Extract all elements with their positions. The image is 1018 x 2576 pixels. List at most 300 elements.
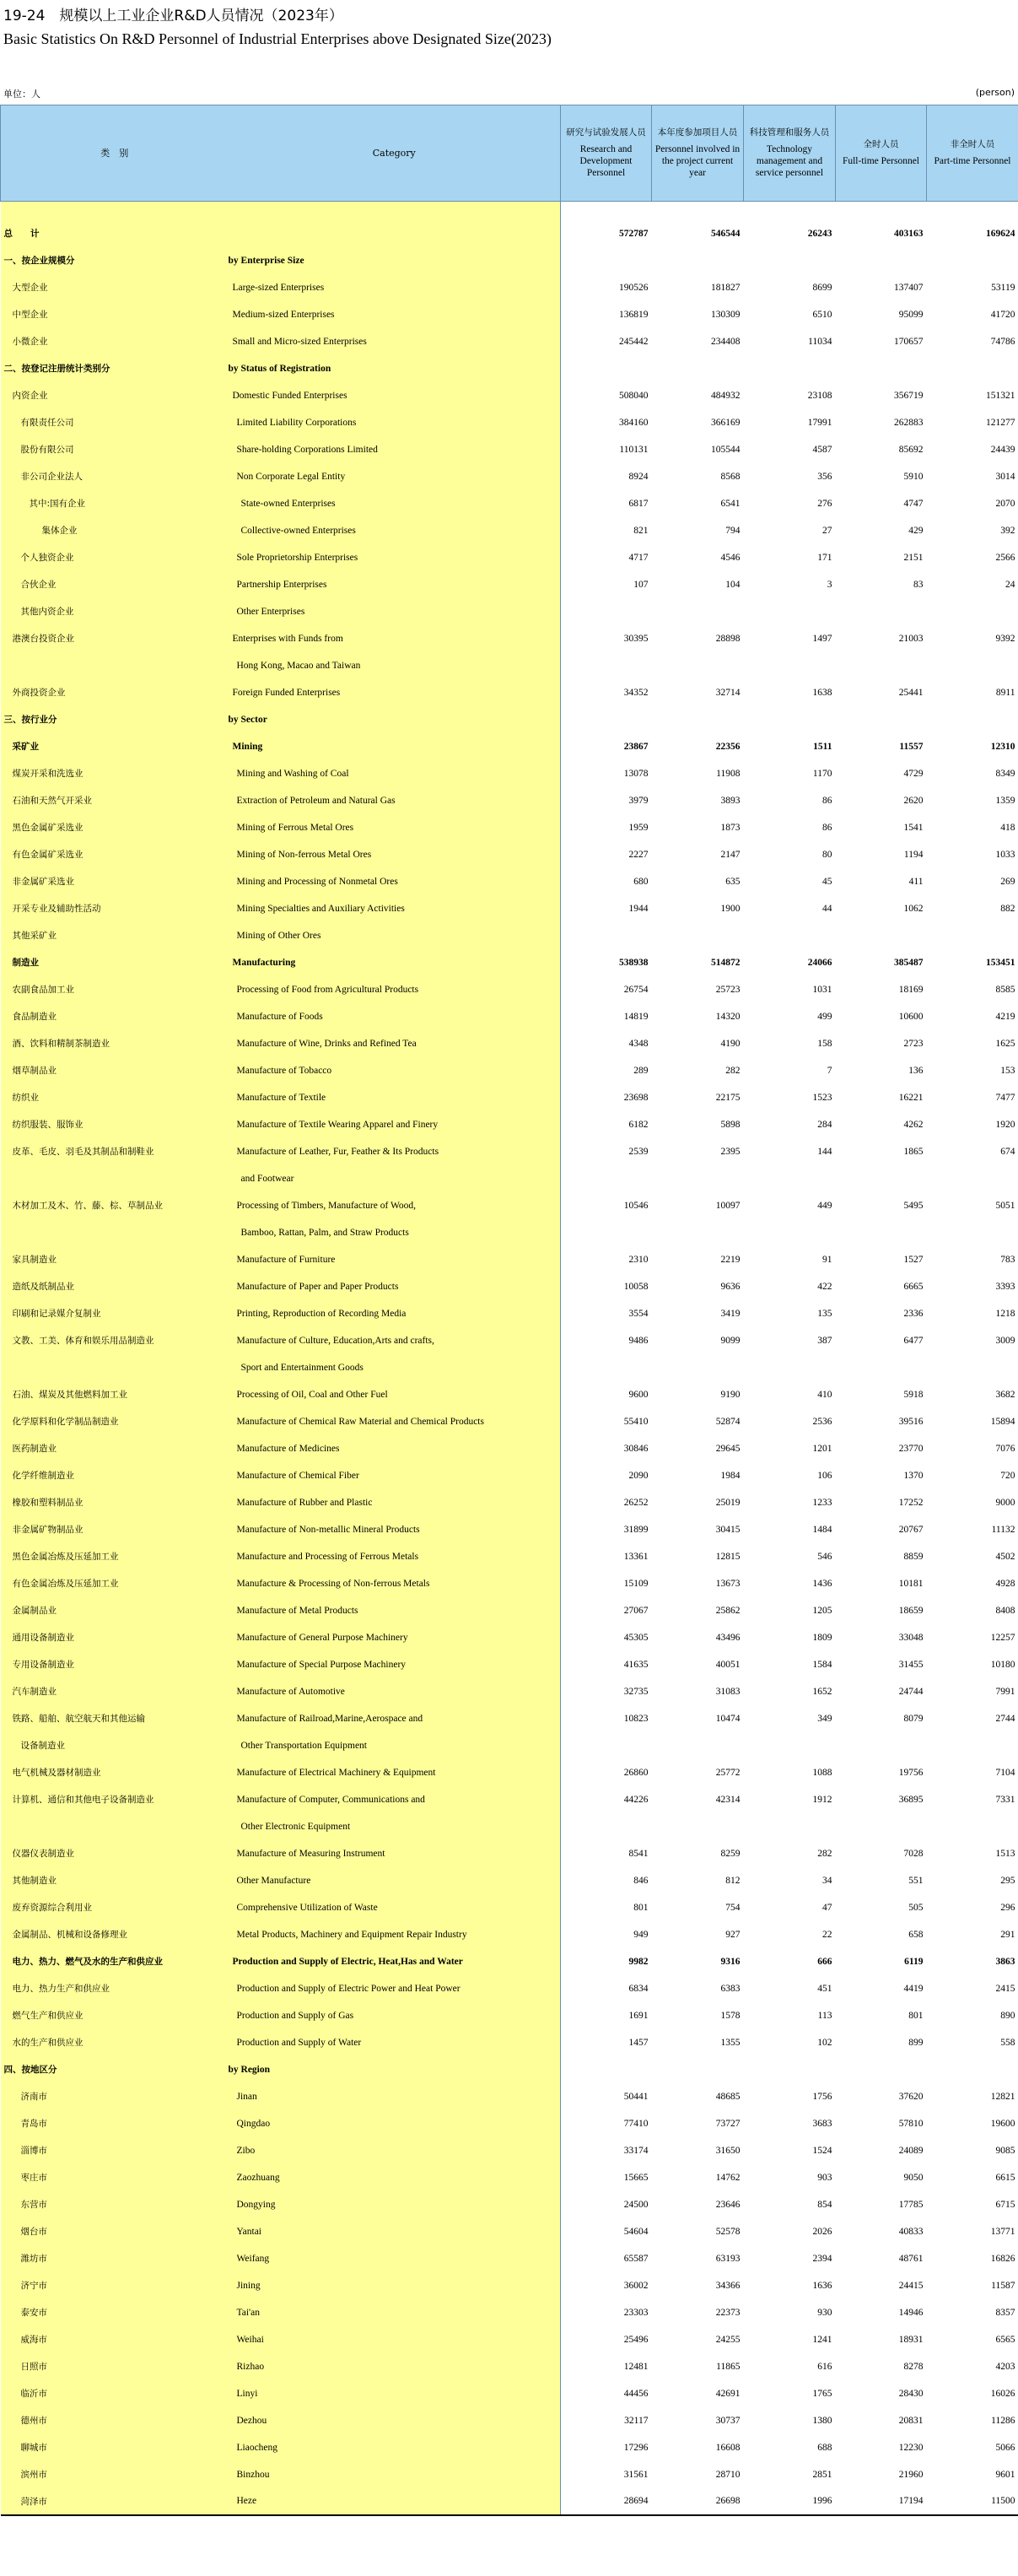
management-personnel-value bbox=[744, 1354, 836, 1381]
full-time-value bbox=[836, 1732, 927, 1759]
management-personnel-value: 1511 bbox=[813, 741, 832, 752]
table-row bbox=[1, 1354, 1018, 1381]
header-category-zh-text: 类 别 bbox=[100, 148, 129, 159]
row-label-english: Mining Specialties and Auxiliary Activities bbox=[229, 895, 561, 922]
management-personnel-value: 2026 bbox=[812, 2226, 832, 2237]
row-label-chinese: 石油、煤炭及其他燃料加工业 bbox=[1, 1381, 229, 1408]
row-label-english: Manufacture of General Purpose Machinery bbox=[229, 1624, 561, 1651]
table-row bbox=[1, 1462, 1018, 1489]
row-label-chinese: 个人独资企业 bbox=[1, 544, 229, 571]
project-personnel-value: 48685 bbox=[715, 2091, 741, 2102]
management-personnel-value: 102 bbox=[817, 2037, 832, 2048]
row-label-chinese: 黑色金属冶炼及压延加工业 bbox=[1, 1543, 229, 1570]
table-row bbox=[1, 652, 1018, 679]
row-label-english: Manufacture & Processing of Non-ferrous Metals bbox=[229, 1570, 561, 1597]
row-label-english: Zaozhuang bbox=[229, 2164, 561, 2191]
row-label-chinese: 内资企业 bbox=[1, 382, 229, 409]
part-time-value: 6615 bbox=[995, 2172, 1015, 2183]
project-personnel-value: 130309 bbox=[711, 309, 741, 320]
project-personnel-value: 26698 bbox=[652, 2488, 744, 2515]
management-personnel-value: 282 bbox=[817, 1848, 832, 1859]
project-personnel-value: 4546 bbox=[720, 552, 741, 563]
project-personnel-value: 25723 bbox=[715, 984, 741, 995]
rd-personnel-value: 1691 bbox=[628, 2010, 649, 2021]
rd-personnel-value: 10823 bbox=[623, 1713, 649, 1724]
management-personnel-value bbox=[744, 355, 836, 382]
row-label-chinese: 铁路、船舶、航空航天和其他运输 bbox=[1, 1705, 229, 1732]
part-time-value: 392 bbox=[1000, 525, 1015, 536]
row-label-english: Manufacture of Wine, Drinks and Refined Tea bbox=[229, 1030, 561, 1057]
part-time-value: 6565 bbox=[995, 2334, 1015, 2345]
row-label-english: Binzhou bbox=[229, 2461, 561, 2488]
project-personnel-value bbox=[652, 706, 744, 733]
management-personnel-value: 1088 bbox=[812, 1767, 832, 1778]
project-personnel-value: 11908 bbox=[716, 768, 741, 779]
rd-personnel-value: 6834 bbox=[628, 1983, 649, 1994]
project-personnel-value: 22373 bbox=[715, 2307, 741, 2318]
project-personnel-value bbox=[652, 1219, 744, 1246]
row-label-chinese: 一、按企业规模分 bbox=[1, 247, 229, 274]
row-label-chinese bbox=[1, 652, 229, 679]
rd-personnel-value: 30846 bbox=[623, 1443, 649, 1454]
full-time-value: 48761 bbox=[898, 2253, 924, 2264]
part-time-value: 2744 bbox=[995, 1713, 1015, 1724]
row-label-english: Printing, Reproduction of Recording Media bbox=[229, 1300, 561, 1327]
rd-personnel-value bbox=[561, 355, 652, 382]
full-time-value: 20767 bbox=[898, 1524, 924, 1535]
row-label-english: Manufacture of Non-metallic Mineral Products bbox=[229, 1516, 561, 1543]
row-label-english: Enterprises with Funds from bbox=[229, 625, 561, 652]
row-label-chinese: 金属制品、机械和设备修理业 bbox=[1, 1921, 229, 1948]
row-label-chinese: 淄博市 bbox=[1, 2137, 229, 2164]
project-personnel-value bbox=[652, 652, 744, 679]
project-personnel-value: 794 bbox=[725, 525, 741, 536]
part-time-value: 6715 bbox=[995, 2199, 1015, 2210]
management-personnel-value: 24066 bbox=[807, 957, 832, 968]
table-row bbox=[1, 220, 1018, 247]
table-row bbox=[1, 1732, 1018, 1759]
row-label-english: Jinan bbox=[229, 2083, 561, 2110]
row-label-english: Manufacture of Leather, Fur, Feather & Its Products bbox=[229, 1138, 561, 1165]
row-label-english: Production and Supply of Electric Power and Heat Power bbox=[229, 1975, 561, 2002]
management-personnel-value: 44 bbox=[822, 903, 832, 914]
rd-personnel-value: 10058 bbox=[623, 1281, 649, 1292]
full-time-value: 1370 bbox=[903, 1470, 924, 1481]
management-personnel-value: 1756 bbox=[812, 2091, 832, 2102]
table-row bbox=[1, 814, 1018, 841]
row-label-chinese: 皮革、毛皮、羽毛及其制品和制鞋业 bbox=[1, 1138, 229, 1165]
part-time-value: 720 bbox=[1000, 1470, 1015, 1481]
row-label-chinese: 采矿业 bbox=[1, 733, 229, 760]
row-label-english bbox=[229, 202, 561, 220]
project-personnel-value: 366169 bbox=[711, 417, 741, 428]
part-time-value: 291 bbox=[1000, 1929, 1015, 1940]
row-label-english: Large-sized Enterprises bbox=[229, 274, 561, 301]
management-personnel-value: 86 bbox=[822, 795, 832, 806]
row-label-chinese: 日照市 bbox=[1, 2353, 229, 2380]
row-label-english: Manufacture of Textile bbox=[229, 1084, 561, 1111]
management-personnel-value: 2851 bbox=[812, 2469, 832, 2480]
management-personnel-value: 80 bbox=[822, 849, 832, 860]
rd-personnel-value: 2539 bbox=[628, 1146, 649, 1157]
rd-personnel-value bbox=[561, 1165, 652, 1192]
full-time-value: 2620 bbox=[903, 795, 924, 806]
row-label-english: Manufacture of Rubber and Plastic bbox=[229, 1489, 561, 1516]
table-row bbox=[1, 2434, 1018, 2461]
rd-personnel-value: 27067 bbox=[623, 1605, 649, 1616]
part-time-value: 12310 bbox=[990, 741, 1015, 752]
rd-personnel-value: 572787 bbox=[619, 228, 649, 239]
table-title-chinese: 19-24 规模以上工业企业R&D人员情况（2023年） bbox=[3, 8, 343, 24]
rd-personnel-value: 23698 bbox=[623, 1092, 649, 1103]
full-time-value: 9050 bbox=[903, 2172, 924, 2183]
part-time-value: 16026 bbox=[990, 2388, 1015, 2399]
management-personnel-value bbox=[744, 706, 836, 733]
part-time-value: 8911 bbox=[995, 687, 1015, 698]
part-time-value bbox=[927, 355, 1018, 382]
part-time-value: 2070 bbox=[995, 498, 1015, 509]
project-personnel-value bbox=[652, 355, 744, 382]
row-label-chinese: 非金属矿物制品业 bbox=[1, 1516, 229, 1543]
table-row bbox=[1, 1111, 1018, 1138]
rd-personnel-value: 3979 bbox=[628, 795, 649, 806]
management-personnel-value: 23108 bbox=[807, 390, 832, 401]
part-time-value: 11132 bbox=[991, 1524, 1015, 1535]
part-time-value: 15894 bbox=[990, 1416, 1015, 1427]
rd-personnel-value: 26860 bbox=[623, 1767, 649, 1778]
table-row bbox=[1, 1678, 1018, 1705]
full-time-value: 8859 bbox=[903, 1551, 924, 1562]
table-row bbox=[1, 328, 1018, 355]
full-time-value: 83 bbox=[913, 579, 924, 590]
header-category-zh bbox=[1, 105, 229, 202]
rd-personnel-value: 9486 bbox=[628, 1335, 649, 1346]
full-time-value: 24744 bbox=[898, 1686, 924, 1697]
rd-personnel-value: 31899 bbox=[623, 1524, 649, 1535]
table-row bbox=[1, 976, 1018, 1003]
part-time-value bbox=[927, 598, 1018, 625]
row-label-chinese: 济宁市 bbox=[1, 2272, 229, 2299]
rd-personnel-value: 6817 bbox=[628, 498, 649, 509]
table-row bbox=[1, 436, 1018, 463]
project-personnel-value: 23646 bbox=[715, 2199, 741, 2210]
management-personnel-value bbox=[744, 922, 836, 949]
row-label-chinese: 文教、工美、体育和娱乐用品制造业 bbox=[1, 1327, 229, 1354]
rd-personnel-value: 32735 bbox=[623, 1686, 649, 1697]
row-label-chinese: 中型企业 bbox=[1, 301, 229, 328]
management-personnel-value: 1996 bbox=[744, 2488, 836, 2515]
management-personnel-value: 666 bbox=[817, 1956, 832, 1967]
project-personnel-value: 25019 bbox=[715, 1497, 741, 1508]
management-personnel-value: 451 bbox=[817, 1983, 832, 1994]
part-time-value bbox=[927, 247, 1018, 274]
part-time-value: 4203 bbox=[995, 2361, 1015, 2372]
row-label-chinese: 木材加工及木、竹、藤、棕、草制品业 bbox=[1, 1192, 229, 1219]
row-label-chinese: 石油和天然气开采业 bbox=[1, 787, 229, 814]
project-personnel-value: 30737 bbox=[715, 2415, 741, 2426]
project-personnel-value: 484932 bbox=[711, 390, 741, 401]
table-row bbox=[1, 2488, 1018, 2515]
part-time-value: 10180 bbox=[990, 1659, 1015, 1670]
table-row bbox=[1, 1543, 1018, 1570]
row-label-english: Mining of Non-ferrous Metal Ores bbox=[229, 841, 561, 868]
management-personnel-value: 1380 bbox=[812, 2415, 832, 2426]
project-personnel-value: 105544 bbox=[711, 444, 741, 455]
project-personnel-value: 24255 bbox=[715, 2334, 741, 2345]
project-personnel-value: 1984 bbox=[720, 1470, 741, 1481]
table-row bbox=[1, 1273, 1018, 1300]
table-row bbox=[1, 787, 1018, 814]
table-row bbox=[1, 1381, 1018, 1408]
row-label-english: State-owned Enterprises bbox=[229, 490, 561, 517]
rd-personnel-value: 44456 bbox=[623, 2388, 649, 2399]
part-time-value: 7991 bbox=[995, 1686, 1015, 1697]
full-time-value: 10600 bbox=[898, 1011, 924, 1022]
row-label-chinese bbox=[1, 1219, 229, 1246]
full-time-value: 4747 bbox=[903, 498, 924, 509]
management-personnel-value: 854 bbox=[817, 2199, 832, 2210]
row-label-chinese: 四、按地区分 bbox=[1, 2056, 229, 2083]
table-row bbox=[1, 1030, 1018, 1057]
rd-personnel-value: 15665 bbox=[623, 2172, 649, 2183]
project-personnel-value: 546544 bbox=[711, 228, 741, 239]
full-time-value: 12230 bbox=[898, 2442, 924, 2453]
row-label-english: Share-holding Corporations Limited bbox=[229, 436, 561, 463]
table-row bbox=[1, 1921, 1018, 1948]
rd-personnel-value: 25496 bbox=[623, 2334, 649, 2345]
full-time-value: 57810 bbox=[898, 2118, 924, 2129]
rd-personnel-value bbox=[561, 1732, 652, 1759]
full-time-value: 24089 bbox=[898, 2145, 924, 2156]
header-rd-personnel-en: Research and Development Personnel bbox=[579, 144, 633, 178]
project-personnel-value: 8259 bbox=[720, 1848, 741, 1859]
project-personnel-value: 1355 bbox=[720, 2037, 741, 2048]
part-time-value: 11286 bbox=[991, 2415, 1015, 2426]
part-time-value: 1513 bbox=[995, 1848, 1015, 1859]
rd-personnel-value: 245442 bbox=[619, 336, 649, 347]
management-personnel-value: 1233 bbox=[812, 1497, 832, 1508]
part-time-value: 882 bbox=[1000, 903, 1015, 914]
project-personnel-value bbox=[652, 1354, 744, 1381]
rd-personnel-value: 846 bbox=[633, 1875, 649, 1886]
header-rd-personnel bbox=[561, 105, 652, 202]
full-time-value: 385487 bbox=[894, 957, 924, 968]
rd-personnel-value: 2310 bbox=[628, 1254, 649, 1265]
full-time-value bbox=[836, 2056, 927, 2083]
row-label-chinese: 非金属矿采选业 bbox=[1, 868, 229, 895]
row-label-english: Domestic Funded Enterprises bbox=[229, 382, 561, 409]
row-label-chinese: 电力、热力、燃气及水的生产和供应业 bbox=[1, 1948, 229, 1975]
management-personnel-value: 1201 bbox=[812, 1443, 832, 1454]
row-label-chinese: 纺织业 bbox=[1, 1084, 229, 1111]
part-time-value: 4928 bbox=[995, 1578, 1015, 1589]
management-personnel-value: 171 bbox=[817, 552, 832, 563]
full-time-value: 136 bbox=[908, 1065, 924, 1076]
table-row bbox=[1, 841, 1018, 868]
table-row bbox=[1, 382, 1018, 409]
table-row bbox=[1, 2299, 1018, 2326]
management-personnel-value: 2536 bbox=[812, 1416, 832, 1427]
management-personnel-value: 158 bbox=[817, 1038, 832, 1049]
row-label-chinese: 开采专业及辅助性活动 bbox=[1, 895, 229, 922]
row-label-chinese: 纺织服装、服饰业 bbox=[1, 1111, 229, 1138]
management-personnel-value: 17991 bbox=[807, 417, 832, 428]
project-personnel-value: 29645 bbox=[715, 1443, 741, 1454]
management-personnel-value bbox=[744, 1219, 836, 1246]
row-label-chinese bbox=[1, 1354, 229, 1381]
header-part-time bbox=[927, 105, 1018, 202]
project-personnel-value bbox=[652, 1813, 744, 1840]
project-personnel-value: 43496 bbox=[715, 1632, 741, 1643]
row-label-english: Manufacture of Electrical Machinery & Equipment bbox=[229, 1759, 561, 1786]
project-personnel-value: 104 bbox=[725, 579, 741, 590]
row-label-chinese: 农副食品加工业 bbox=[1, 976, 229, 1003]
rd-personnel-value: 23303 bbox=[623, 2307, 649, 2318]
row-label-english: Small and Micro-sized Enterprises bbox=[229, 328, 561, 355]
row-label-chinese: 外商投资企业 bbox=[1, 679, 229, 706]
row-label-chinese: 家具制造业 bbox=[1, 1246, 229, 1273]
row-label-chinese: 其他制造业 bbox=[1, 1867, 229, 1894]
part-time-value: 8408 bbox=[995, 1605, 1015, 1616]
part-time-value: 53119 bbox=[991, 282, 1015, 293]
row-label-chinese: 医药制造业 bbox=[1, 1435, 229, 1462]
management-personnel-value: 34 bbox=[822, 1875, 832, 1886]
management-personnel-value: 91 bbox=[822, 1254, 832, 1265]
rd-personnel-value: 54604 bbox=[623, 2226, 649, 2237]
part-time-value: 1033 bbox=[995, 849, 1015, 860]
project-personnel-value: 9099 bbox=[720, 1335, 741, 1346]
row-label-chinese: 其他采矿业 bbox=[1, 922, 229, 949]
row-label-english: Processing of Food from Agricultural Products bbox=[229, 976, 561, 1003]
full-time-value: 356719 bbox=[894, 390, 924, 401]
header-full-time-zh: 全时人员 bbox=[863, 139, 899, 149]
management-personnel-value: 135 bbox=[817, 1308, 832, 1319]
rd-personnel-value: 4348 bbox=[628, 1038, 649, 1049]
management-personnel-value: 1765 bbox=[812, 2388, 832, 2399]
project-personnel-value: 5898 bbox=[720, 1119, 741, 1130]
full-time-value: 23770 bbox=[898, 1443, 924, 1454]
full-time-value: 1865 bbox=[903, 1146, 924, 1157]
row-label-chinese: 电气机械及器材制造业 bbox=[1, 1759, 229, 1786]
project-personnel-value: 14762 bbox=[715, 2172, 741, 2183]
rd-personnel-value: 2227 bbox=[628, 849, 649, 860]
full-time-value: 1527 bbox=[903, 1254, 924, 1265]
row-label-english: Manufacture of Measuring Instrument bbox=[229, 1840, 561, 1867]
full-time-value: 505 bbox=[908, 1902, 924, 1913]
management-personnel-value: 1170 bbox=[812, 768, 832, 779]
header-category-en-text: Category bbox=[372, 148, 416, 159]
part-time-value: 41720 bbox=[990, 309, 1015, 320]
rd-personnel-value bbox=[561, 247, 652, 274]
rd-personnel-value bbox=[561, 652, 652, 679]
rd-personnel-value: 801 bbox=[633, 1902, 649, 1913]
full-time-value: 170657 bbox=[894, 336, 924, 347]
management-personnel-value: 7 bbox=[827, 1065, 832, 1076]
full-time-value: 25441 bbox=[898, 687, 924, 698]
rd-personnel-value: 949 bbox=[633, 1929, 649, 1940]
management-personnel-value: 1205 bbox=[812, 1605, 832, 1616]
row-label-english: Manufacture of Chemical Raw Material and Chemical Products bbox=[229, 1408, 561, 1435]
part-time-value bbox=[927, 706, 1018, 733]
table-row bbox=[1, 2461, 1018, 2488]
header-full-time-en: Full-time Personnel bbox=[842, 156, 920, 166]
management-personnel-value: 499 bbox=[817, 1011, 832, 1022]
project-personnel-value: 40051 bbox=[715, 1659, 741, 1670]
rd-personnel-value: 8924 bbox=[628, 471, 649, 482]
full-time-value bbox=[836, 1813, 927, 1840]
row-label-english: Metal Products, Machinery and Equipment Repair Industry bbox=[229, 1921, 561, 1948]
row-label-english: Liaocheng bbox=[229, 2434, 561, 2461]
row-label-english: Sole Proprietorship Enterprises bbox=[229, 544, 561, 571]
management-personnel-value: 8699 bbox=[812, 282, 832, 293]
table-row bbox=[1, 2083, 1018, 2110]
row-label-english: by Status of Registration bbox=[229, 355, 561, 382]
table-row bbox=[1, 1246, 1018, 1273]
project-personnel-value: 10097 bbox=[715, 1200, 741, 1211]
project-personnel-value: 2147 bbox=[720, 849, 741, 860]
header-rd-personnel-zh: 研究与试验发展人员 bbox=[566, 127, 646, 138]
header-management-personnel-zh: 科技管理和服务人员 bbox=[749, 127, 830, 138]
project-personnel-value bbox=[652, 1732, 744, 1759]
row-label-english: Other Enterprises bbox=[229, 598, 561, 625]
row-label-chinese: 水的生产和供应业 bbox=[1, 2029, 229, 2056]
table-row bbox=[1, 409, 1018, 436]
rd-personnel-value: 77410 bbox=[623, 2118, 649, 2129]
management-personnel-value: 1638 bbox=[812, 687, 832, 698]
part-time-value: 1920 bbox=[995, 1119, 1015, 1130]
management-personnel-value: 688 bbox=[817, 2442, 832, 2453]
full-time-value: 6665 bbox=[903, 1281, 924, 1292]
row-label-english bbox=[229, 220, 561, 247]
full-time-value: 262883 bbox=[894, 417, 924, 428]
rd-personnel-value: 65587 bbox=[623, 2253, 649, 2264]
part-time-value: 1359 bbox=[995, 795, 1015, 806]
part-time-value: 890 bbox=[1000, 2010, 1015, 2021]
rd-personnel-value: 23867 bbox=[623, 741, 649, 752]
rd-personnel-value: 26754 bbox=[623, 984, 649, 995]
rd-personnel-value: 1457 bbox=[628, 2037, 649, 2048]
management-personnel-value: 449 bbox=[817, 1200, 832, 1211]
table-row bbox=[1, 1624, 1018, 1651]
table-row bbox=[1, 2245, 1018, 2272]
part-time-value: 1218 bbox=[995, 1308, 1015, 1319]
rd-personnel-value: 44226 bbox=[623, 1794, 649, 1805]
row-label-english: Heze bbox=[229, 2488, 561, 2515]
rd-personnel-value: 12481 bbox=[623, 2361, 649, 2372]
row-label-english: Limited Liability Corporations bbox=[229, 409, 561, 436]
rd-personnel-value: 107 bbox=[633, 579, 649, 590]
full-time-value: 2151 bbox=[903, 552, 924, 563]
management-personnel-value bbox=[744, 652, 836, 679]
part-time-value: 674 bbox=[1000, 1146, 1015, 1157]
full-time-value: 37620 bbox=[898, 2091, 924, 2102]
table-row bbox=[1, 1813, 1018, 1840]
table-row bbox=[1, 2407, 1018, 2434]
full-time-value bbox=[836, 1219, 927, 1246]
table-row bbox=[1, 760, 1018, 787]
row-label-chinese: 有色金属冶炼及压延加工业 bbox=[1, 1570, 229, 1597]
table-row bbox=[1, 733, 1018, 760]
full-time-value bbox=[836, 1165, 927, 1192]
full-time-value: 40833 bbox=[898, 2226, 924, 2237]
header-full-time bbox=[836, 105, 927, 202]
full-time-value: 31455 bbox=[898, 1659, 924, 1670]
row-label-chinese: 菏泽市 bbox=[1, 2488, 229, 2515]
part-time-value: 7076 bbox=[995, 1443, 1015, 1454]
project-personnel-value: 32714 bbox=[715, 687, 741, 698]
row-label-english: Jining bbox=[229, 2272, 561, 2299]
row-label-english: Rizhao bbox=[229, 2353, 561, 2380]
